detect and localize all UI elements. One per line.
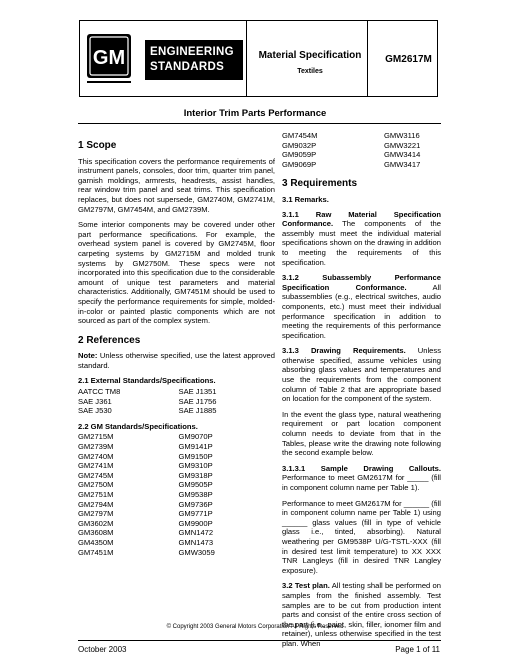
list-item: GM9070P bbox=[178, 432, 213, 442]
list-item: GM9310P bbox=[178, 461, 213, 471]
list-item: AATCC TM8 bbox=[78, 387, 121, 397]
section-3-2-label: 3.2 Test plan. bbox=[282, 581, 330, 591]
section-3-1-3-1-label: 3.1.3.1 Sample Drawing Callouts. bbox=[282, 463, 441, 473]
remarks-heading: 3.1 Remarks. bbox=[282, 194, 329, 204]
eng-line-2: STANDARDS bbox=[150, 61, 225, 73]
list-item: GM2794M bbox=[78, 499, 114, 509]
page-number: Page 1 of 11 bbox=[395, 645, 440, 654]
header-divider bbox=[246, 21, 247, 96]
list-item: GM2751M bbox=[78, 490, 114, 499]
list-item: SAE J1351 bbox=[178, 387, 217, 397]
list-item: GM7454M bbox=[282, 131, 318, 140]
section-3-1-2 bbox=[282, 273, 441, 340]
list-item: GM3608M bbox=[78, 528, 114, 538]
external-standards-heading: 2.1 External Standards/Specifications. bbox=[78, 376, 216, 386]
list-item: GM2750M bbox=[78, 480, 114, 490]
section-3-2-text: All testing shall be performed on samples from the finished assembly. Test samples are to be cut from production intent parts and consist of the entire cross section of the part (i.e., paint, skin, filler, ionomer film and retainer), unless otherwise specified in the test plan. When bbox=[282, 581, 441, 648]
spec-subtitle: Textiles bbox=[297, 68, 323, 75]
section-3-1-3-text: Unless otherwise specified, assume vehicles using absorbing glass values and temperatures and use the requirements from the component column of Table 2 that are appropriate based on location for the component of the system. bbox=[282, 346, 441, 404]
list-item: GM9059P bbox=[282, 150, 317, 160]
list-item: GM9032P bbox=[282, 140, 317, 150]
right-column bbox=[282, 131, 441, 655]
section-3-1-3-1-text: Performance to meet GM2617M for _____ (fill in component column name per Table 1). bbox=[282, 473, 441, 492]
section-3-1-1 bbox=[282, 210, 441, 268]
list-item: GM7451M bbox=[78, 547, 114, 557]
section-3-1-2-label: 3.1.2 Subassembly Performance Specification Conformance. bbox=[282, 273, 441, 292]
list-item: SAE J1885 bbox=[178, 406, 217, 416]
spec-title: Material Specification bbox=[258, 50, 362, 61]
list-item: GM9505P bbox=[178, 480, 213, 490]
list-item: GM9736P bbox=[178, 499, 213, 509]
section-3-1-1-label: 3.1.1 Raw Material Specification Conformance. bbox=[282, 209, 441, 229]
list-item: GM9141P bbox=[178, 442, 213, 452]
gm-logo-text: GM bbox=[92, 47, 126, 69]
list-item: GM3602M bbox=[78, 518, 114, 528]
list-item: GMW3414 bbox=[384, 150, 421, 160]
list-item: GM9150P bbox=[178, 451, 213, 461]
list-item: GMW3221 bbox=[384, 140, 421, 150]
list-item: GM2739M bbox=[78, 442, 114, 452]
external-standards-list bbox=[78, 387, 275, 416]
list-item: GM2741M bbox=[78, 461, 114, 471]
gm-standards-list bbox=[78, 432, 275, 557]
gm-logo bbox=[87, 34, 131, 78]
scope-paragraph-1: This specification covers the performance requirements of instrument panels, consoles, door trim, quarter trim panel, garnish moldings, armrests, headrests, assist handles, rear window trim panel and seat trims. This specification replaces, but does not supersede, GM2740M, GM2741M, GM2797M, GM7454M, and GM2739M. bbox=[78, 156, 275, 214]
title-rule bbox=[78, 123, 441, 124]
logo-underline bbox=[87, 81, 131, 83]
list-item: GMW3417 bbox=[384, 159, 421, 169]
left-column bbox=[78, 131, 275, 559]
list-item: GM2740M bbox=[78, 451, 114, 461]
list-item: SAE J530 bbox=[78, 406, 112, 416]
list-item: GM9069P bbox=[282, 159, 317, 169]
list-item: GM9900P bbox=[178, 518, 213, 528]
requirements-heading: 3 Requirements bbox=[282, 178, 358, 190]
note-label: Note: bbox=[78, 351, 98, 361]
list-item: GM2797M bbox=[78, 509, 114, 519]
engineering-standards-badge bbox=[145, 40, 243, 80]
section-3-1-3-1-paragraph-2: Performance to meet GM2617M for ______ (fill in component column name per Table 1) using ______ glass values (fill in type of vehicle glass i.e., tinted, absorbing). Natural weathering per GM9538P U/G-TSTL-XXX (fill in desired test limit temperature) to XX XXX TNR Langleys (fill in desired TNR Langley exposure). bbox=[282, 498, 441, 575]
footer-date: October 2003 bbox=[78, 645, 127, 654]
list-item: GMW3059 bbox=[178, 547, 215, 557]
section-3-1-3 bbox=[282, 346, 441, 404]
references-note bbox=[78, 351, 275, 370]
list-item: SAE J361 bbox=[78, 396, 112, 406]
list-item: GMN1473 bbox=[178, 537, 214, 547]
list-item: GMN1472 bbox=[178, 528, 214, 538]
list-item: GM9771P bbox=[178, 509, 213, 519]
list-item: GM2745M bbox=[78, 470, 114, 480]
document-number: GM2617M bbox=[385, 54, 432, 65]
section-3-1-1-text: The components of the assembly must meet the individual material specifications shown on the drawing in addition to meeting the requirements of this specification. bbox=[282, 219, 441, 267]
eng-line-1: ENGINEERING bbox=[150, 46, 234, 58]
scope-paragraph-2: Some interior components may be covered under other part performance specifications. For example, the overhead system panel is covered by GM2745M, floor carpeting systems by GM2715M and molded trunk systems by GM2750M. These specs were not incorporated into this specification due to the considerable amount of unique test parameters and material characteristics. Additionally, GM7451M should be used to specify the performance requirements for simple, molded-in-color or painted plastic components which are not sourced as part of the complex system. bbox=[78, 220, 275, 326]
section-3-1-2-text: All subassemblies (e.g., electrical switches, audio components, etc.) must meet their individual performance specification in addition to meeting the requirements of this performance specification. bbox=[282, 282, 441, 340]
section-3-1-3-paragraph-2: In the event the glass type, natural weathering requirement or part location component column needs to deviate from that in the Tables, please write the drawing note following the second example below. bbox=[282, 409, 441, 458]
note-text: Unless otherwise specified, use the latest approved standard. bbox=[78, 351, 275, 370]
footer-rule bbox=[78, 640, 441, 641]
list-item: GM9318P bbox=[178, 470, 213, 480]
section-3-1-3-label: 3.1.3 Drawing Requirements. bbox=[282, 346, 406, 356]
gm-standards-heading: 2.2 GM Standards/Specifications. bbox=[78, 421, 198, 431]
section-3-1-3-1 bbox=[282, 464, 441, 493]
list-item: GM4350M bbox=[78, 537, 114, 547]
section-3-2 bbox=[282, 581, 441, 648]
scope-heading: 1 Scope bbox=[78, 140, 117, 151]
list-item: GM9538P bbox=[178, 490, 213, 499]
list-item: GM2715M bbox=[78, 432, 114, 442]
references-heading: 2 References bbox=[78, 334, 141, 346]
copyright-notice: © Copyright 2003 General Motors Corporation All Rights Reserved bbox=[166, 624, 344, 630]
list-item: GMW3116 bbox=[384, 131, 420, 140]
list-item: SAE J1756 bbox=[178, 396, 217, 406]
gm-standards-list-continued bbox=[282, 131, 441, 169]
document-title: Interior Trim Parts Performance bbox=[183, 108, 327, 119]
